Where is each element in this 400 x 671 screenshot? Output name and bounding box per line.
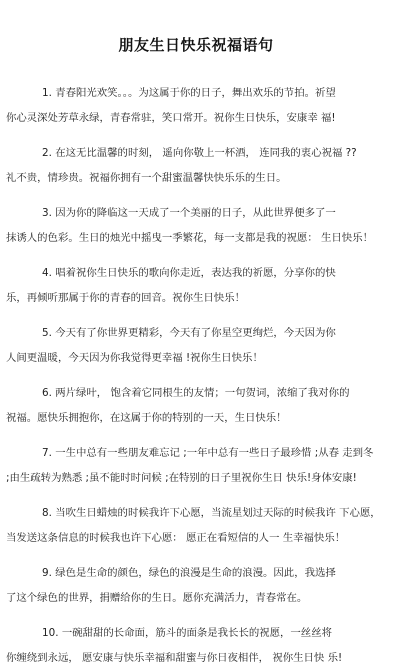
item-line: 7. 一生中总有一些朋友难忘记 ;一年中总有一些日子最珍惜 ;从春 走到冬 xyxy=(42,447,374,459)
list-item xyxy=(6,321,386,371)
list-item xyxy=(6,201,386,251)
list-item xyxy=(6,81,386,131)
item-line: 3. 因为你的降临这一天成了一个美丽的日子，从此世界便多了一 xyxy=(42,207,336,219)
item-line: 9. 绿色是生命的颜色，绿色的浪漫是生命的浪漫。因此，我选择 xyxy=(42,567,336,579)
item-line: 你心灵深处芳草永绿，青春常驻，笑口常开。祝你生日快乐，安康幸 福! xyxy=(6,112,336,124)
list-item xyxy=(6,501,386,551)
list-item xyxy=(6,561,386,611)
item-line: 当发送这条信息的时候我也许下心愿： 愿正在看短信的人一 生幸福快乐！ xyxy=(6,532,346,544)
list-item xyxy=(6,621,386,671)
item-line: 8. 当吹生日蜡烛的时候我许下心愿，当流星划过天际的时候我许 下心愿， xyxy=(42,507,381,519)
item-line: 4. 唱着祝你生日快乐的歌向你走近，表达我的祈愿，分享你的快 xyxy=(42,267,336,279)
list-item xyxy=(6,261,386,311)
item-line: 6. 两片绿叶， 饱含着它同根生的友情；一句贺词，浓缩了我对你的 xyxy=(42,387,350,399)
item-line: 2. 在这无比温馨的时刻， 遥向你敬上一杯酒， 连同我的衷心祝福 ?? xyxy=(42,147,357,159)
item-line: 了这个绿色的世界，捐赠给你的生日。愿你充满活力，青春常在。 xyxy=(6,592,308,604)
item-line: 你缠绕到永远， 愿安康与快乐幸福和甜蜜与你日夜相伴， 祝你生日快 乐! xyxy=(6,652,343,664)
item-line: ;由生疏转为熟悉 ;虽不能时时问候 ;在特别的日子里祝你生日 快乐!身体安康! xyxy=(6,472,357,484)
item-line: 礼不贵，情珍贵。祝福你拥有一个甜蜜温馨快快乐乐的生日。 xyxy=(6,172,287,184)
item-line: 10. 一碗甜甜的长命面，筋斗的面条是我长长的祝愿，一丝丝将 xyxy=(42,627,332,639)
list-item xyxy=(6,141,386,191)
item-line: 祝福。愿快乐拥抱你，在这属于你的特别的一天，生日快乐！ xyxy=(6,412,287,424)
item-line: 5. 今天有了你世界更精彩，今天有了你星空更绚烂，今天因为你 xyxy=(42,327,336,339)
blessing-list xyxy=(6,81,386,671)
item-line: 乐，再倾听那属于你的青春的回音。祝你生日快乐！ xyxy=(6,292,245,304)
list-item xyxy=(6,441,386,491)
item-line: 1. 青春阳光欢笑。。。为这属于你的日子，舞出欢乐的节拍。祈望 xyxy=(42,87,336,99)
item-line: 抹诱人的色彩。生日的烛光中摇曳一季繁花，每一支都是我的祝愿： 生日快乐！ xyxy=(6,232,373,244)
item-line: 人间更温暖，今天因为你我觉得更幸福 !祝你生日快乐！ xyxy=(6,352,263,364)
list-item xyxy=(6,381,386,431)
page-title: 朋友生日快乐祝福语句 xyxy=(118,36,274,54)
